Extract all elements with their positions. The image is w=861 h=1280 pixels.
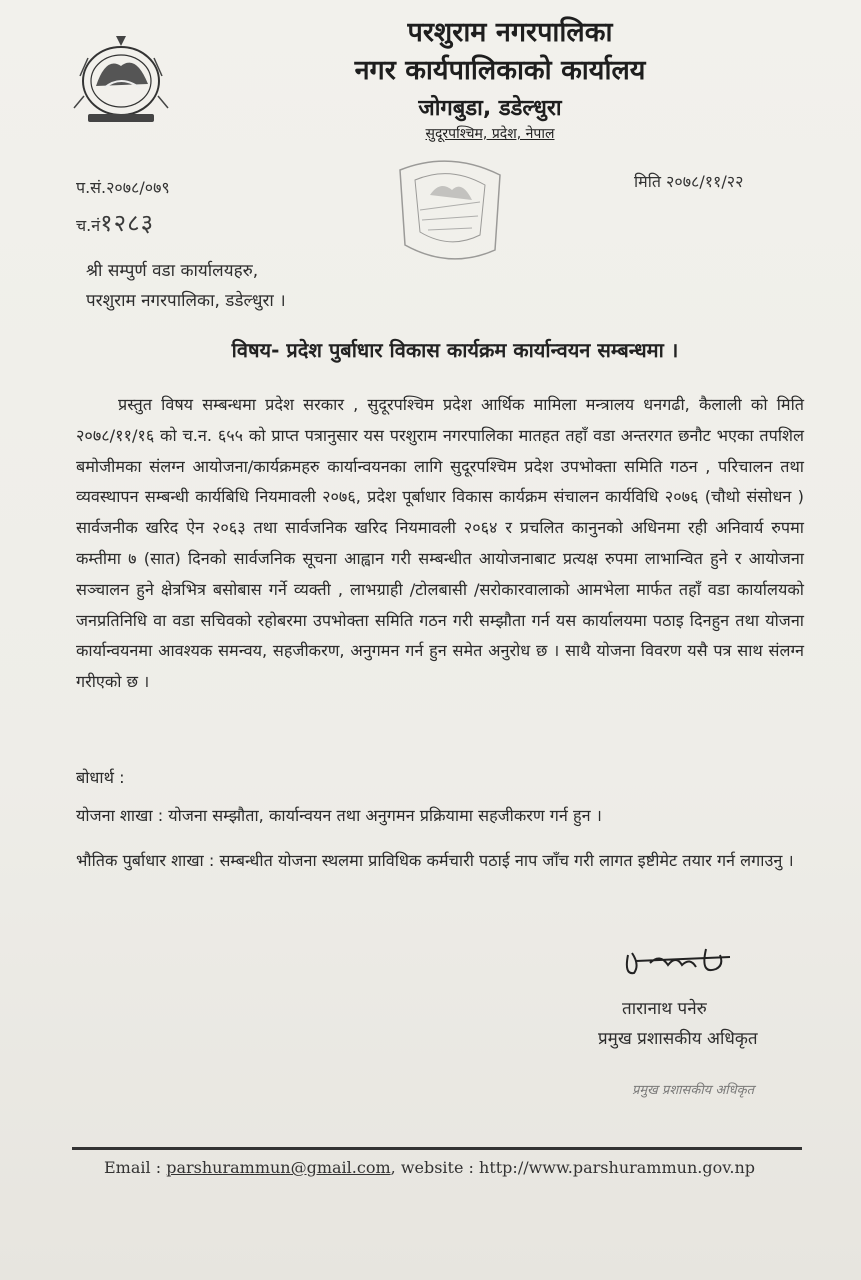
handwritten-signature [620, 935, 740, 985]
header-office-name: नगर कार्यपालिकाको कार्यालय [354, 55, 646, 86]
website-link[interactable]: http://www.parshurammun.gov.np [479, 1158, 755, 1177]
header-municipality-name: परशुराम नगरपालिका [407, 17, 613, 48]
office-stamp [380, 150, 520, 270]
footer-divider [72, 1147, 802, 1150]
addressee-line-2: परशुराम नगरपालिका, डडेल्धुरा । [86, 291, 286, 311]
chalani-handwritten-number: १२८३ [100, 209, 155, 237]
letter-subject: विषय- प्रदेश पुर्बाधार विकास कार्यक्रम कार्यान्वयन सम्बन्धमा । [231, 338, 679, 362]
nepal-emblem-logo [66, 26, 176, 126]
email-label: Email : [104, 1158, 162, 1177]
signatory-name: तारानाथ पनेरु [622, 999, 707, 1019]
patra-sankhya: प.सं.२०७८/०७९ [76, 178, 170, 197]
footer-contact [104, 1158, 755, 1177]
letter-date: मिति २०७८/११/२२ [634, 172, 744, 191]
chalani-number [76, 206, 154, 239]
cc-planning-section: योजना शाखा : योजना सम्झौता, कार्यान्वयन तथा अनुगमन प्रक्रियामा सहजीकरण गर्न हुन । [76, 806, 602, 825]
signatory-title: प्रमुख प्रशासकीय अधिकृत [598, 1029, 758, 1049]
bodharth-label: बोधार्थ : [76, 768, 125, 787]
email-link[interactable]: parshurammun@gmail.com [166, 1158, 391, 1177]
header-province: सुदूरपश्चिम, प्रदेश, नेपाल [425, 126, 555, 142]
letter-body: प्रस्तुत विषय सम्बन्धमा प्रदेश सरकार , सुदूरपश्चिम प्रदेश आर्थिक मामिला मन्त्रालय धनगढी, कैलाली को मिति २०७८/११/१६ को च.न. ६५५ को प्राप्त पत्रानुसार यस परशुराम नगरपालिका मातहत तहाँ वडा अन्तरगत छनौट भएका तपशिल बमोजीमका संलग्न आयोजना/कार्यक्रमहरु कार्यान्वयनका लागि सुदूरपश्चिम प्रदेश उपभोक्ता समिति गठन , परिचालन तथा व्यवस्थापन सम्बन्धी कार्यबिधि नियमावली २०७६, प्रदेश पूर्बाधार विकास कार्यक्रम संचालन कार्यविधि २०७६ (चौथो संसोधन ) सार्वजनीक खरिद ऐन २०६३ तथा सार्वजनिक खरिद नियमावली २०६४ र प्रचलित कानुनको अधिनमा रही अनिवार्य रुपमा कम्तीमा ७ (सात) दिनको सार्वजनिक सूचना आह्वान गरी सम्बन्धीत आयोजनाबाट प्रत्यक्ष रुपमा लाभान्वित हुने र आयोजना सञ्चालन हुने क्षेत्रभित्र बसोबास गर्ने व्यक्ती , लाभग्राही /टोलबासी /सरोकारवालाको आमभेला मार्फत तहाँ वडा कार्यालयको जनप्रतिनिधि वा वडा सचिवको रहोबरमा उपभोक्ता समिति गठन गरी सम्झौता गर्न यस कार्यालयमा पठाइ दिनहुन तथा योजना कार्यान्वयनमा आवश्यक समन्वय, सहजीकरण, अनुगमन गर्न हुन समेत अनुरोध छ । साथै योजना विवरण यसै पत्र साथ संलग्न गरीएको छ । [76, 395, 804, 692]
cc-infrastructure-section: भौतिक पुर्बाधार शाखा : सम्बन्धीत योजना स्थलमा प्राविधिक कर्मचारी पठाई नाप जाँच गरी लागत इष्टीमेट तयार गर्न लगाउनु । [76, 851, 794, 870]
chalani-label: च.नं [76, 216, 101, 235]
addressee-line-1: श्री सम्पुर्ण वडा कार्यालयहरु, [86, 261, 259, 281]
header-location: जोगबुडा, डडेल्धुरा [418, 96, 562, 121]
signatory-seal-text: प्रमुख प्रशासकीय अधिकृत [632, 1083, 755, 1098]
website-label: , website : [390, 1158, 480, 1177]
